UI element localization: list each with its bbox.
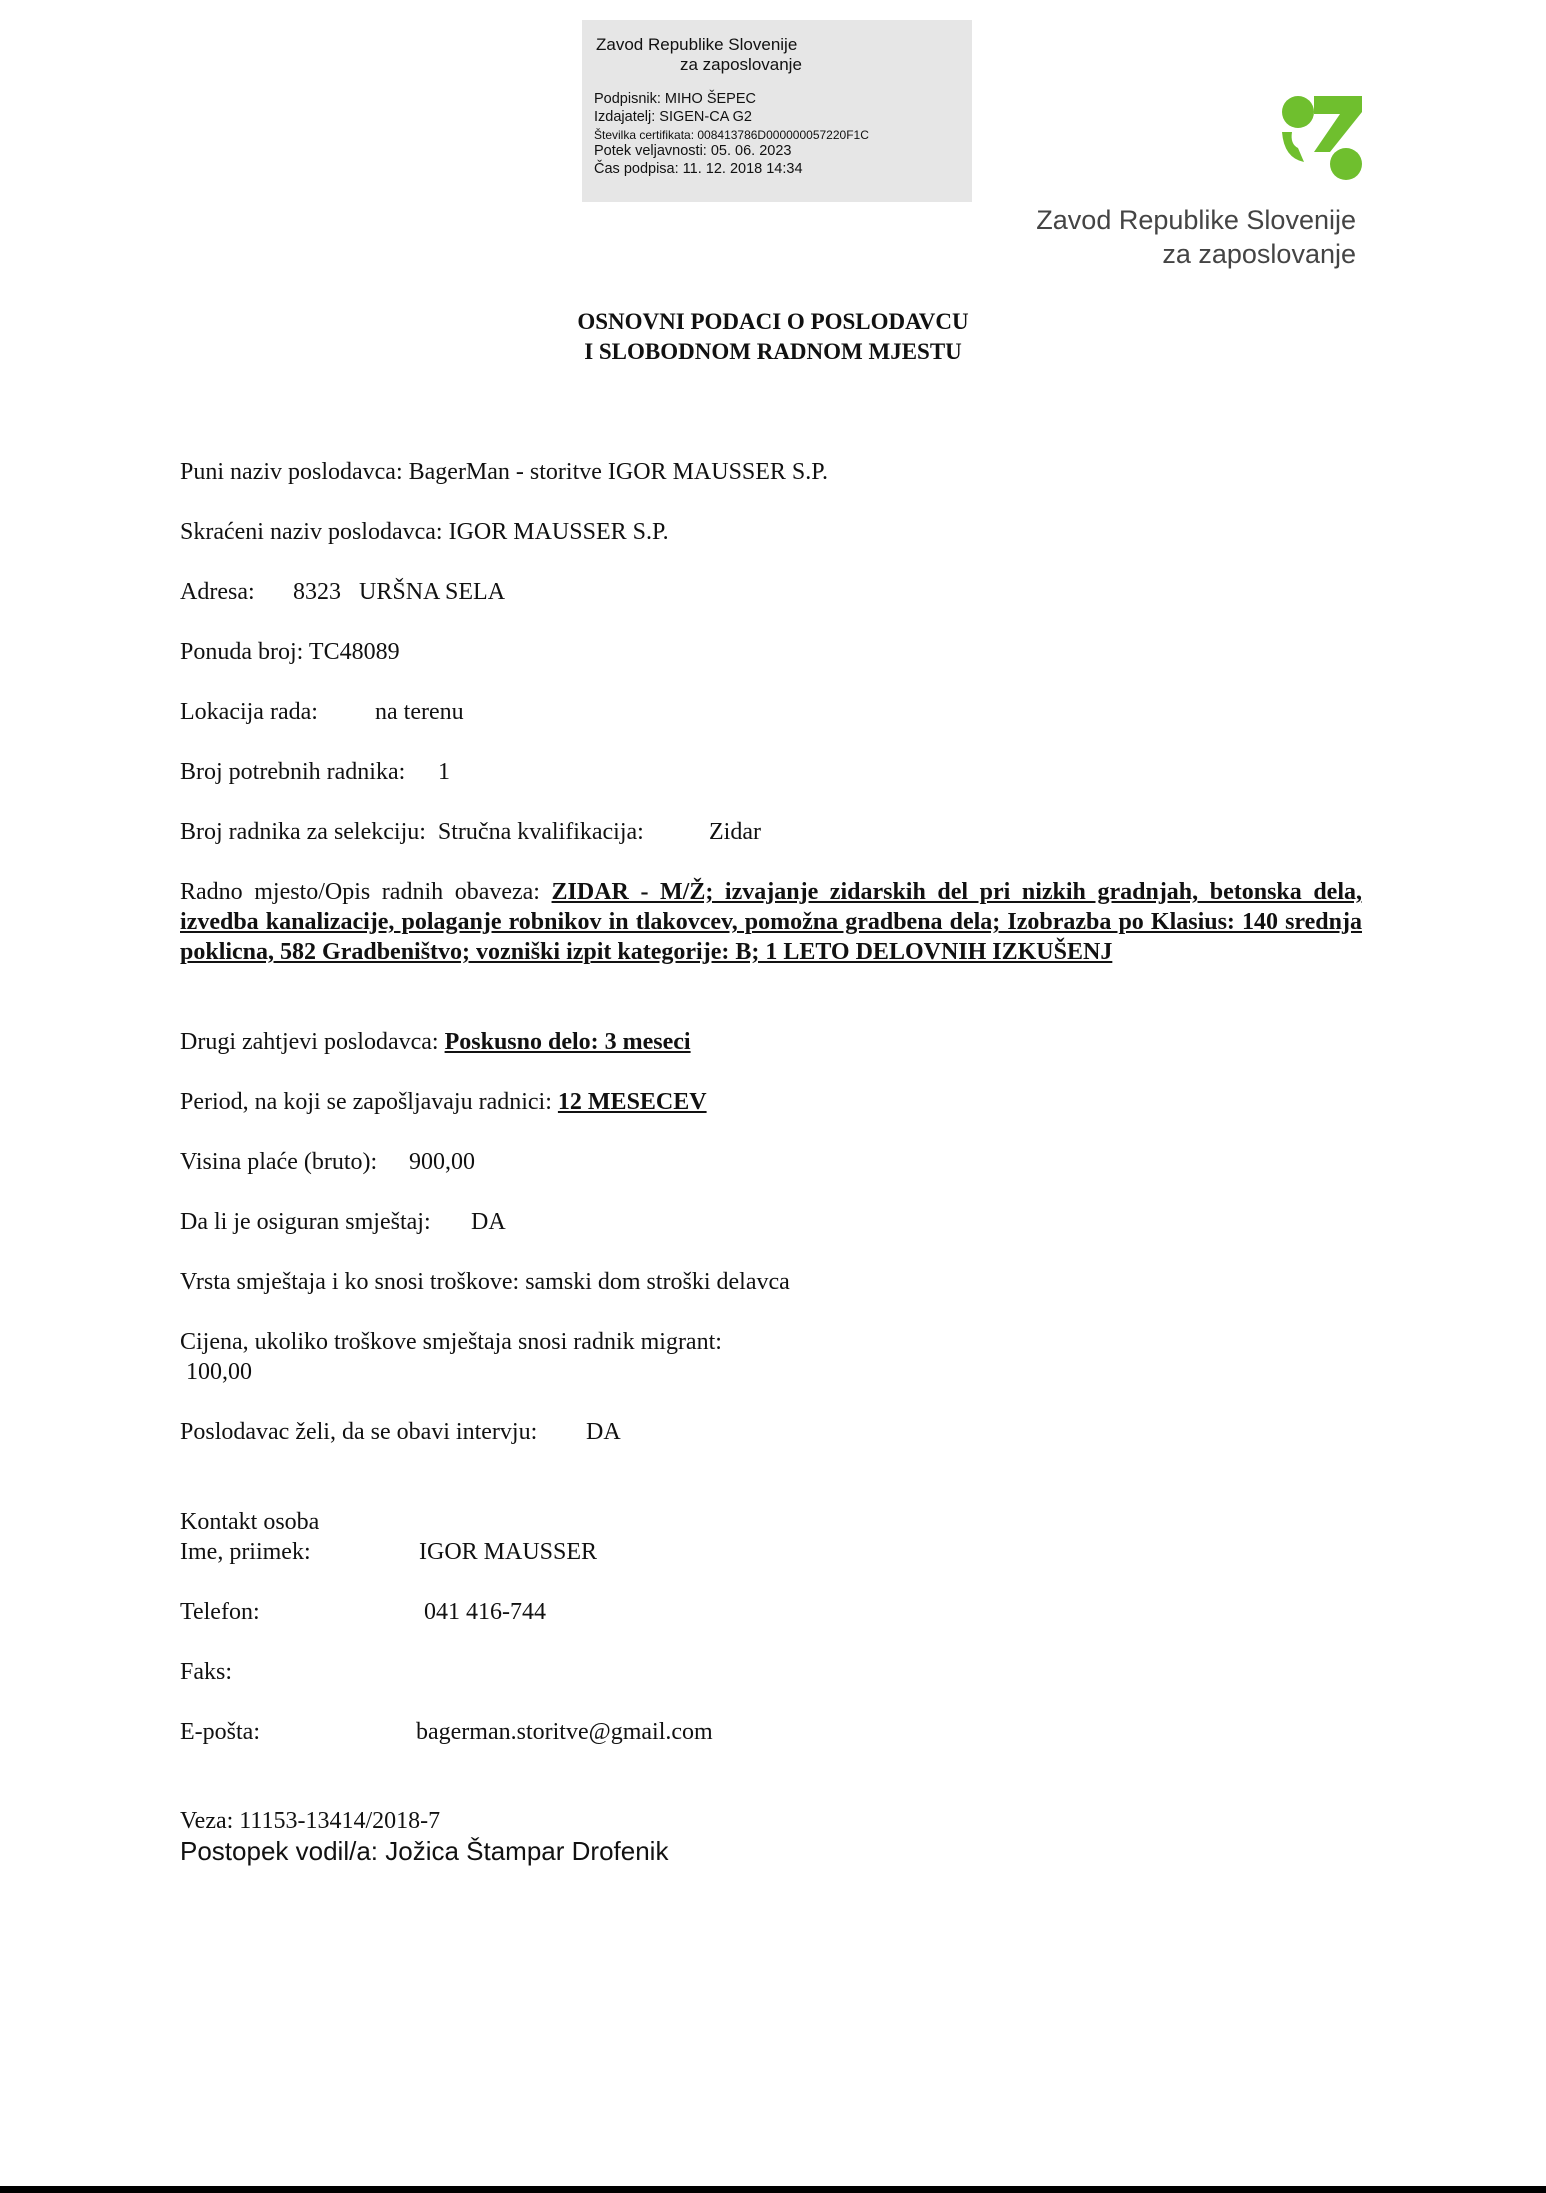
field-cijena-label: Cijena, ukoliko troškove smještaja snosi radnik migrant:	[180, 1329, 722, 1355]
field-cijena-value: 100,00	[186, 1359, 252, 1385]
contact-fax	[180, 1657, 232, 1687]
page-bottom-border	[0, 2186, 1546, 2193]
zrss-logo-icon	[1270, 92, 1370, 184]
contact-phone-label: Telefon:	[180, 1599, 260, 1625]
adresa-value: 8323 URŠNA SELA	[293, 579, 506, 605]
field-skraceni-naziv	[180, 517, 669, 547]
smjestaj-value: DA	[471, 1209, 506, 1235]
contact-name	[180, 1537, 598, 1567]
field-lokacija	[180, 697, 464, 727]
signature-cert-number: Številka certifikata: 008413786D000000057220F1C	[594, 128, 869, 142]
ponuda-value: TC48089	[308, 639, 400, 665]
broj-potrebnih-value: 1	[438, 759, 450, 785]
puni-naziv-value: BagerMan - storitve IGOR MAUSSER S.P.	[408, 459, 828, 485]
field-ponuda	[180, 637, 400, 667]
field-radno-mjesto	[180, 877, 1362, 967]
puni-naziv-label: Puni naziv poslodavca:	[180, 459, 409, 485]
field-period	[180, 1087, 707, 1117]
signature-valid-until: Potek veljavnosti: 05. 06. 2023	[594, 143, 792, 159]
adresa-label: Adresa:	[180, 579, 255, 605]
postopek-vodil: Postopek vodil/a: Jožica Štampar Drofenik	[180, 1836, 669, 1866]
visina-place-value: 900,00	[409, 1149, 475, 1175]
field-visina-place	[180, 1147, 475, 1177]
contact-phone-value: 041 416-744	[424, 1599, 546, 1625]
field-intervju	[180, 1417, 621, 1447]
smjestaj-label: Da li je osiguran smještaj:	[180, 1209, 431, 1235]
contact-phone	[180, 1597, 546, 1627]
vrsta-smjestaja-label: Vrsta smještaja i ko snosi troškove:	[180, 1269, 526, 1295]
contact-name-label: Ime, priimek:	[180, 1539, 311, 1565]
logo-text-line2: za zaposlovanje	[1162, 239, 1356, 269]
field-puni-naziv	[180, 457, 828, 487]
period-label: Period, na koji se zapošljavaju radnici:	[180, 1089, 558, 1115]
signature-signer: Podpisnik: MIHO ŠEPEC	[594, 91, 756, 107]
vrsta-smjestaja-value: samski dom stroški delavca	[525, 1269, 790, 1295]
document-title-line1: OSNOVNI PODACI O POSLODAVCU	[577, 309, 969, 334]
signature-org-line1: Zavod Republike Slovenije	[596, 35, 798, 54]
signature-org-line2: za zaposlovanje	[680, 55, 802, 74]
broj-potrebnih-label: Broj potrebnih radnika:	[180, 759, 406, 785]
contact-email-value: bagerman.storitve@gmail.com	[416, 1719, 713, 1745]
contact-email-label: E-pošta:	[180, 1719, 260, 1745]
intervju-label: Poslodavac želi, da se obavi intervju:	[180, 1419, 538, 1445]
contact-name-value: IGOR MAUSSER	[419, 1539, 598, 1565]
intervju-value: DA	[586, 1419, 621, 1445]
period-value: 12 MESECEV	[557, 1089, 707, 1115]
lokacija-label: Lokacija rada:	[180, 699, 318, 725]
broj-selekcija-label: Broj radnika za selekciju: Stručna kvalifikacija:	[180, 819, 644, 845]
field-drugi-zahtjevi	[180, 1027, 691, 1057]
field-broj-potrebnih	[180, 757, 450, 787]
logo-text-line1: Zavod Republike Slovenije	[1036, 205, 1356, 235]
broj-selekcija-value: Zidar	[709, 819, 761, 845]
reference-veza: Veza: 11153-13414/2018-7	[180, 1808, 441, 1834]
radno-mjesto-value: ZIDAR - M/Ž; izvajanje zidarskih del pri nizkih gradnjah, betonska dela, izvedba kanalizacije, polaganje robnikov in tlakovcev, pomožna gradbena dela; Izobrazba po Klasius: 140 srednja poklicna, 582 Gradbeništvo; vozniški izpit kategorije: B; 1 LETO DELOVNIH IZKUŠENJ	[180, 879, 1362, 965]
signature-issuer: Izdajatelj: SIGEN-CA G2	[594, 109, 752, 125]
field-smjestaj	[180, 1207, 506, 1237]
contact-heading: Kontakt osoba	[180, 1509, 320, 1535]
document-title-line2: I SLOBODNOM RADNOM MJESTU	[584, 339, 962, 364]
field-adresa	[180, 577, 506, 607]
digital-signature-box	[582, 20, 972, 202]
lokacija-value: na terenu	[375, 699, 464, 725]
field-vrsta-smjestaja	[180, 1267, 790, 1297]
contact-fax-label: Faks:	[180, 1659, 233, 1685]
field-broj-selekcija	[180, 817, 761, 847]
ponuda-label: Ponuda broj:	[180, 639, 309, 665]
drugi-zahtjevi-value: Poskusno delo: 3 meseci	[444, 1029, 691, 1055]
radno-mjesto-label: Radno mjesto/Opis radnih obaveza:	[180, 879, 552, 905]
drugi-zahtjevi-label: Drugi zahtjevi poslodavca:	[180, 1029, 445, 1055]
contact-email	[180, 1717, 713, 1747]
visina-place-label: Visina plaće (bruto):	[180, 1149, 378, 1175]
signature-signed-at: Čas podpisa: 11. 12. 2018 14:34	[594, 161, 803, 177]
skraceni-naziv-value: IGOR MAUSSER S.P.	[448, 519, 669, 545]
skraceni-naziv-label: Skraćeni naziv poslodavca:	[180, 519, 449, 545]
